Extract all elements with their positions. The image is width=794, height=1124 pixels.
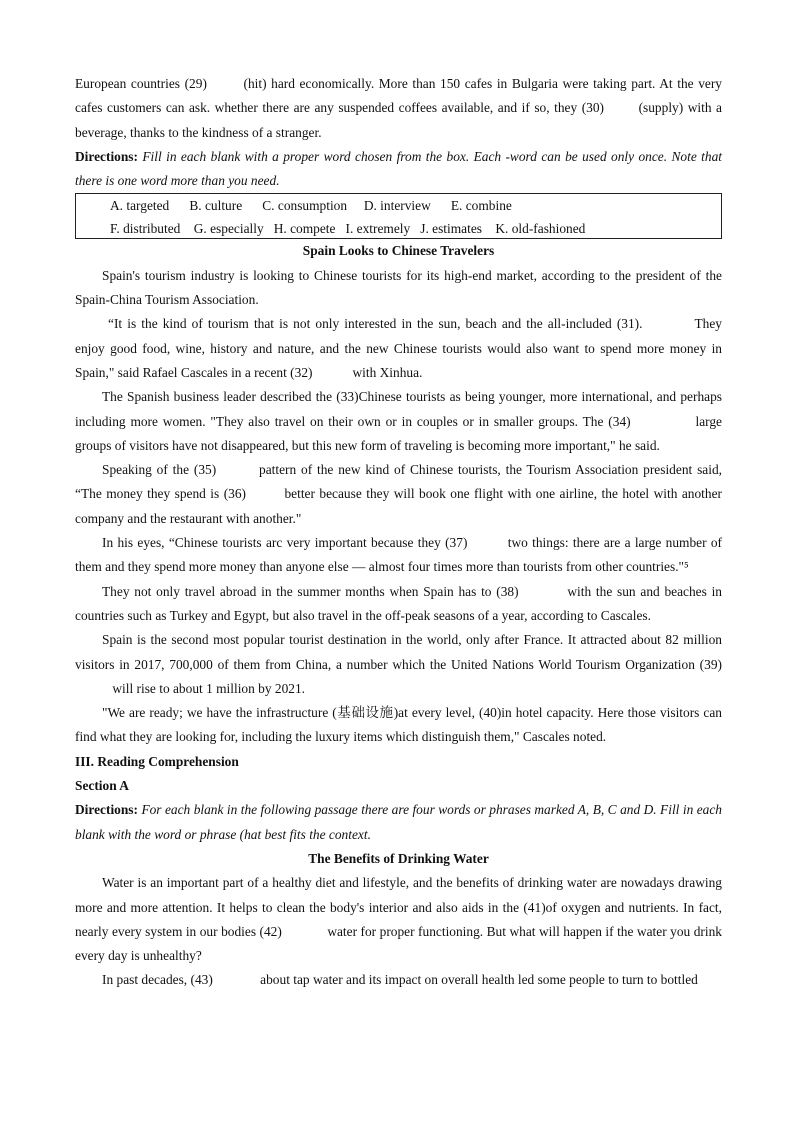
p6-text-a: They not only travel abroad in the summer months when Spain has to (38) [102,583,519,599]
p5-text-a: In his eyes, “Chinese tourists arc very important because they (37) [102,535,468,551]
word-box-row-2 [110,217,721,240]
word-option: A. targeted [110,198,170,214]
passage1-p2 [75,312,722,385]
directions-label: Directions: [75,802,138,818]
word-option: K. old-fashioned [495,221,586,237]
intro-text-b: (hit) hard economically. More than 150 cafes in Bulgaria were taking part. At the very cafes customers can ask. whether there are any suspended coffees available, and if so, they (30) [75,76,722,116]
passage1-p5 [75,531,722,580]
word-option: H. compete [273,221,336,237]
intro-text-a: European countries (29) [75,76,207,91]
passage1-p3 [75,385,722,458]
passage2-title: The Benefits of Drinking Water [308,850,489,866]
p2-text-b: about tap water and its impact on overall health led some people to turn to bottled [260,972,698,988]
p2-text-a: “It is the kind of tourism that is not only interested in the sun, beach and the all-included (31). [108,316,643,332]
intro-text-c: (supply) with a beverage, thanks to the kindness of a stranger. [75,100,722,140]
directions-2 [75,798,722,847]
passage1-p7 [75,628,722,701]
section-heading: III. Reading Comprehension [75,753,239,769]
word-option: E. combine [450,198,512,214]
p4-text-c: better because they will book one flight with one airline, the hotel with another company and the restaurant with another." [75,486,722,526]
directions-text: For each blank in the following passage there are four words or phrases marked A, B, C and D. Fill in each blank with the word or phrase (hat best fits the context. [75,802,722,842]
p3-text-b: large groups of visitors have not disappeared, but this new form of traveling is becoming more important," he said. [75,413,722,453]
p1-text-a: Water is an important part of a healthy diet and lifestyle, and the benefits of drinking water are nowadays drawing more and more attention. It helps to clean the body's interior and also aids in the (41)of oxygen and nutrients. In fact, nearly every system in our bodies (42) [75,875,722,939]
section-label: Section A [75,778,129,794]
p2-text-b: They enjoy good food, wine, history and nature, and the new Chinese tourists would also want to spend more money in Spain," said Rafael Cascales in a recent (32) [75,316,722,380]
passage1-title: Spain Looks to Chinese Travelers [302,243,495,259]
p6-text-b: with the sun and beaches in countries such as Turkey and Egypt, but also travel in the off-peak seasons of a year, according to Cascales. [75,583,723,623]
word-option: B. culture [189,198,243,214]
p7-text-b: will rise to about 1 million by 2021. [112,680,306,696]
p4-text-a: Speaking of the (35) [102,462,217,478]
directions-text: Fill in each blank with a proper word chosen from the box. Each -word can be used only once. Note that there is one word more than you need. [75,148,722,189]
passage1-p6 [75,580,722,629]
p4-text-b: pattern of the new kind of Chinese tourists, the Tourism Association president said, “The money they spend is (36) [75,462,722,502]
word-box-row-1 [110,194,721,217]
passage1-p8: "We are ready; we have the infrastructure (基础设施)at every level, (40)in hotel capacity. Here those visitors can find what they are looking for, including the luxury items which distinguish them," Cascales noted. [75,705,722,745]
passage2-p1 [75,871,722,968]
directions-1 [75,145,722,194]
word-option: F. distributed [110,221,181,237]
document-page [75,72,722,993]
p3-text-a: The Spanish business leader described the (33)Chinese tourists as being younger, more international, and perhaps including more women. "They also travel on their own or in couples or in smaller groups. The (34) [75,389,722,429]
p7-text-a: Spain is the second most popular tourist destination in the world, only after France. It attracted about 82 million visitors in 2017, 700,000 of them from China, a number which the United Nations World Tourism Organization (39) [75,632,722,672]
word-option: J. estimates [420,221,482,237]
word-option: D. interview [363,198,431,214]
word-option: C. consumption [262,198,348,214]
directions-label: Directions: [75,148,138,164]
passage1-p1: Spain's tourism industry is looking to Chinese tourists for its high-end market, according to the president of the Spain-China Tourism Association. [75,267,722,308]
p5-text-b: two things: there are a large number of them and they spend more money than anyone else — almost four times more than tourists from other countries."⁵ [75,535,723,575]
p2-text-c: with Xinhua. [352,364,423,380]
word-option: I. extremely [345,221,411,237]
word-option: G. especially [193,221,264,237]
word-box [75,193,722,239]
p1-text-b: water for proper functioning. But what will happen if the water you drink every day is unhealthy? [75,923,722,964]
intro-paragraph [75,72,722,145]
passage2-p2 [75,968,722,992]
p2-text-a: In past decades, (43) [102,972,213,988]
passage1-p4 [75,458,722,531]
